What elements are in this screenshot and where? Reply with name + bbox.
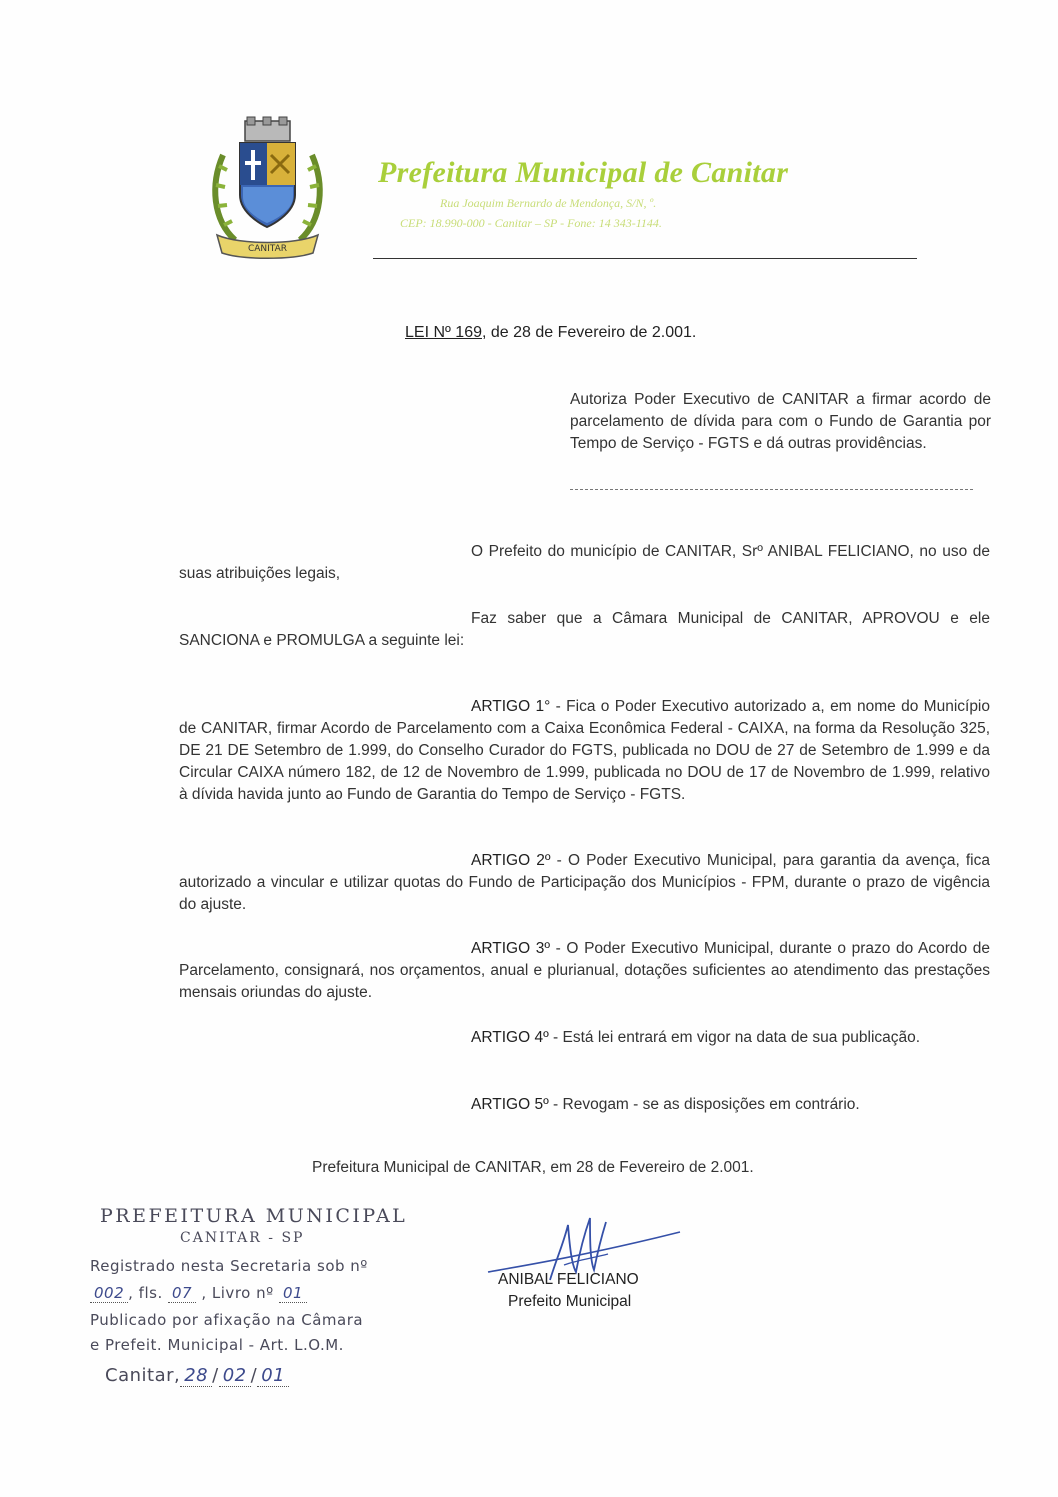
header-divider (373, 258, 917, 259)
summary-divider (570, 489, 973, 490)
preamble-paragraph-1: O Prefeito do município de CANITAR, Srº ANIBAL FELICIANO, no uso de suas atribuições legais, (179, 543, 990, 582)
stamp-published-line: Publicado por afixação na Câmara (90, 1311, 364, 1329)
signatory-role: Prefeito Municipal (508, 1293, 632, 1310)
registration-stamp (90, 1205, 420, 1395)
stamp-date-month: 02 (219, 1365, 251, 1387)
article-label: ARTIGO 1° (471, 698, 551, 715)
article-4: ARTIGO 4º - Está lei entrará em vigor na data de sua publicação. (471, 1029, 921, 1046)
municipal-crest-logo (205, 115, 330, 265)
article-2: ARTIGO 2º - O Poder Executivo Municipal, para garantia da avença, fica autorizado a vincular e utilizar quotas do Fundo de Participação dos Municípios - FPM, durante o prazo de vigência do ajuste. (179, 852, 990, 913)
org-name: Prefeitura Municipal de Canitar (378, 156, 789, 189)
signatory-name: ANIBAL FELICIANO (498, 1271, 639, 1288)
stamp-registration-line: 002 , fls. 07 , Livro nº 01 (90, 1284, 307, 1302)
law-date: , de 28 de Fevereiro de 2.001. (482, 324, 697, 341)
article-label: ARTIGO 3º (471, 940, 551, 957)
article-3: ARTIGO 3º - O Poder Executivo Municipal, durante o prazo do Acordo de Parcelamento, consignará, nos orçamentos, anual e plurianual, dotações suficientes ao atendimento das prestações mensais oriundas do ajuste. (179, 940, 990, 1001)
article-1: ARTIGO 1° - Fica o Poder Executivo autorizado a, em nome do Município de CANITAR, firmar Acordo de Parcelamento com a Caixa Econômica Federal - CAIXA, na forma da Resolução 325, DE 21 DE Setembro de 1.999, do Conselho Curador do FGTS, publicada no DOU de 27 de Setembro de 1.999 e da Circular CAIXA número 182, de 12 de Novembro de 1.999, publicada no DOU de 17 de Novembro de 1.999, relativo à dívida havida junto ao Fundo de Garantia do Tempo de Serviço - FGTS. (179, 698, 991, 803)
article-label: ARTIGO 5º (471, 1096, 549, 1113)
closing-line: Prefeitura Municipal de CANITAR, em 28 de Fevereiro de 2.001. (312, 1159, 754, 1176)
law-summary: Autoriza Poder Executivo de CANITAR a firmar acordo de parcelamento de dívida para com o Fundo de Garantia por Tempo de Serviço - FGTS e dá outras providências. (570, 391, 991, 452)
stamp-fls-value: 07 (168, 1284, 196, 1303)
article-5: ARTIGO 5º - Revogam - se as disposições em contrário. (471, 1096, 860, 1113)
org-cep-phone: CEP: 18.990-000 - Canitar – SP - Fone: 14 343-1144. (400, 216, 662, 230)
article-label: ARTIGO 2º (471, 852, 551, 869)
stamp-date-line: Canitar, 28 / 02 / 01 (105, 1365, 289, 1386)
article-label: ARTIGO 4º (471, 1029, 549, 1046)
law-number: LEI Nº 169 (405, 324, 482, 341)
stamp-date-day: 28 (180, 1365, 212, 1387)
stamp-subtitle: CANITAR - SP (180, 1230, 305, 1246)
stamp-law-line: e Prefeit. Municipal - Art. L.O.M. (90, 1336, 344, 1354)
stamp-registered-line: Registrado nesta Secretaria sob nº (90, 1257, 368, 1275)
crest-banner-text: CANITAR (247, 244, 288, 254)
preamble-paragraph-2: Faz saber que a Câmara Municipal de CANITAR, APROVOU e ele SANCIONA e PROMULGA a seguinte lei: (179, 610, 990, 649)
stamp-reg-number: 002 (90, 1284, 128, 1303)
law-title (405, 324, 696, 342)
stamp-date-year: 01 (257, 1365, 289, 1387)
org-address: Rua Joaquim Bernardo de Mendonça, S/N, º. (440, 196, 657, 210)
stamp-title: PREFEITURA MUNICIPAL (100, 1205, 408, 1227)
stamp-livro-value: 01 (279, 1284, 307, 1303)
